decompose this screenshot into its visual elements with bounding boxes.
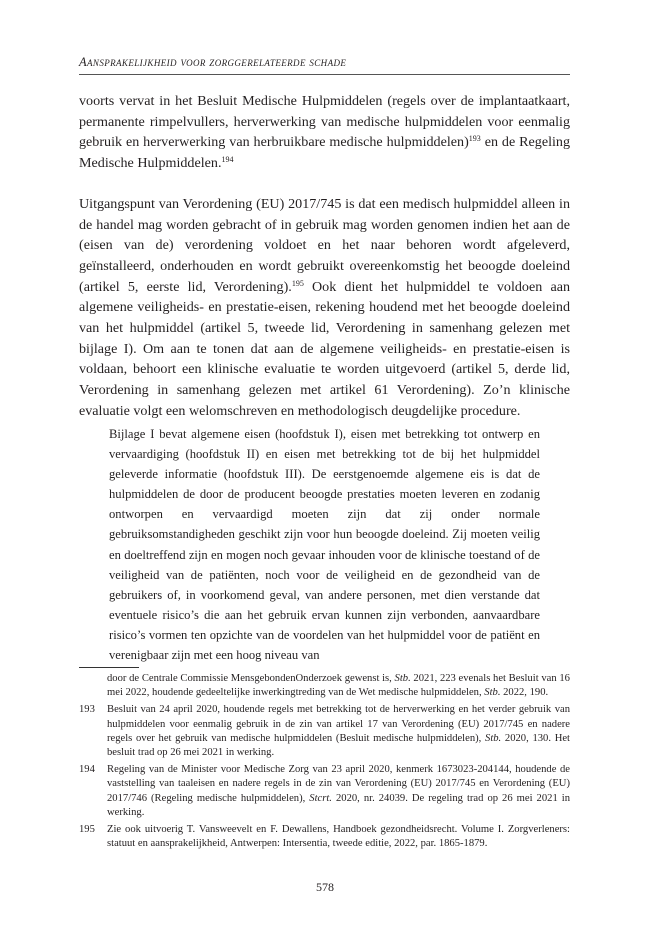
running-head: Aansprakelijkheid voor zorggerelateerde schade	[79, 55, 347, 69]
footnote-text: door de Centrale Commissie MensgebondenOnderzoek gewenst is,	[107, 673, 395, 684]
footnote-194	[79, 763, 570, 820]
footnotes	[79, 672, 570, 854]
paragraph-1	[79, 91, 570, 174]
footnote-text: 2021, 223 evenals het Besluit van 16 mei 2022, houdende gedeeltelijke inwerkingtreding van de Wet medische hulpmiddelen,	[107, 673, 570, 699]
paragraph-text: Ook dient het hulpmiddel te voldoen aan algemene veiligheids- en prestatie-eisen, rekening houdend met het beoogde doeleind van het hulpmiddel (artikel 5, tweede lid, Verordening in samenhang gelezen met bijlage I). Om aan te tonen dat aan de algemene veiligheids- en prestatie-eisen is voldaan, behoort een klinische evaluatie te worden uitgevoerd (artikel 5, derde lid, Verordening in samenhang gelezen met artikel 61 Verordening). Zo’n klinische evaluatie volgt een welomschreven en methodologisch deugdelijke procedure.	[79, 278, 571, 419]
footnote-193	[79, 703, 570, 760]
header-divider	[79, 74, 570, 75]
footnote-text: 2020, nr. 24039. De regeling trad op 26 mei 2021 in werking.	[107, 792, 571, 818]
footnote-ref-193[interactable]: 193	[468, 134, 481, 144]
footnote-citation: Stcrt.	[309, 792, 332, 804]
footnote-text: Zie ook uitvoerig T. Vansweevelt en F. Dewallens, Handboek gezondheidsrecht. Volume I. Zorgverleners: statuut en aansprakelijkheid, Antwerpen: Intersentia, tweede editie, 2022, par. 1865-1879.	[107, 824, 570, 850]
footnote-body	[107, 763, 570, 820]
footnote-195	[79, 823, 570, 851]
footnote-body	[107, 823, 570, 851]
footnote-text: Besluit van 24 april 2020, houdende regels met betrekking tot de herverwerking en het verder gebruik van hulpmiddelen voor eenmalig gebruik in de zin van artikel 17 van Verordening (EU) 2017/745 en nadere regels over het gebruik van medische hulpmiddelen (Besluit medische hulpmiddelen),	[107, 704, 570, 744]
footnote-body	[107, 703, 570, 760]
page-number: 578	[316, 880, 334, 894]
footnote-number: 194	[79, 764, 95, 776]
paragraph-text: Uitgangspunt van Verordening (EU) 2017/745 is dat een medisch hulpmiddel alleen in de handel mag worden gebracht of in gebruik mag worden genomen indien het aan de (eisen van de) verordening voldoet en het naar behoren wordt afgeleverd, geïnstalleerd, onderhouden en wordt gebruikt overeenkomstig het beoogde doeleind (artikel 5, eerste lid, Verordening).	[79, 195, 570, 295]
footnote-citation: Stb.	[485, 732, 502, 744]
footnote-divider	[79, 667, 139, 668]
paragraph-text: en de Regeling Medische Hulpmiddelen.	[79, 134, 571, 172]
footnote-citation: Stb.	[484, 687, 501, 699]
paragraph-text: voorts vervat in het Besluit Medische Hulpmiddelen (regels over de implantaatkaart, permanente rimpelvullers, herverwerking van medische hulpmiddelen voor eenmalig gebruik en herverwerking van herbruikbare medische hulpmiddelen)	[79, 93, 570, 151]
footnote-number: 193	[79, 704, 95, 716]
block-quote: Bijlage I bevat algemene eisen (hoofdstuk I), eisen met betrekking tot ontwerp en vervaardiging (hoofdstuk II) en eisen met betrekking tot de bij het hulpmiddel geleverde informatie (hoofdstuk III). De eerstgenoemde algemene eis is dat de hulpmiddelen de door de producent beoogde prestaties moeten leveren en zodanig ontworpen en vervaardigd moeten zijn dat zij onder normale gebruiksomstandigheden geschikt zijn voor hun beoogde doeleind. Zij moeten veilig en doeltreffend zijn en mogen noch gevaar inhouden voor de klinische toestand of de veiligheid van de patiënten, noch voor de veiligheid en de gezondheid van de gebruikers of, in voorkomend geval, van andere personen, met dien verstande dat eventuele risico’s die aan het gebruik ervan kunnen zijn verbonden, aanvaardbare risico’s vormen ten opzichte van de voordelen van het hulpmiddel voor de patiënt en verenigbaar zijn met een hoog niveau van	[109, 427, 540, 663]
footnote-text: Regeling van de Minister voor Medische Zorg van 23 april 2020, kenmerk 1673023-204144, houdende de vaststelling van taaleisen en nadere regels in de zin van Verordening (EU) 2017/745 en Verordening (EU) 2017/746 (Regeling medische hulpmiddelen),	[107, 764, 570, 804]
footnote-citation: Stb.	[394, 673, 411, 684]
footnote-text: 2020, 130. Het besluit trad op 26 mei 2021 in werking.	[107, 732, 570, 759]
footnote-ref-194[interactable]: 194	[221, 155, 234, 165]
footnote-continuation	[79, 672, 570, 700]
footnote-ref-195[interactable]: 195	[291, 278, 304, 288]
body-text	[79, 91, 570, 422]
paragraph-2	[79, 194, 570, 422]
footnote-number: 195	[79, 824, 95, 836]
footnote-text: 2022, 190.	[500, 687, 549, 699]
